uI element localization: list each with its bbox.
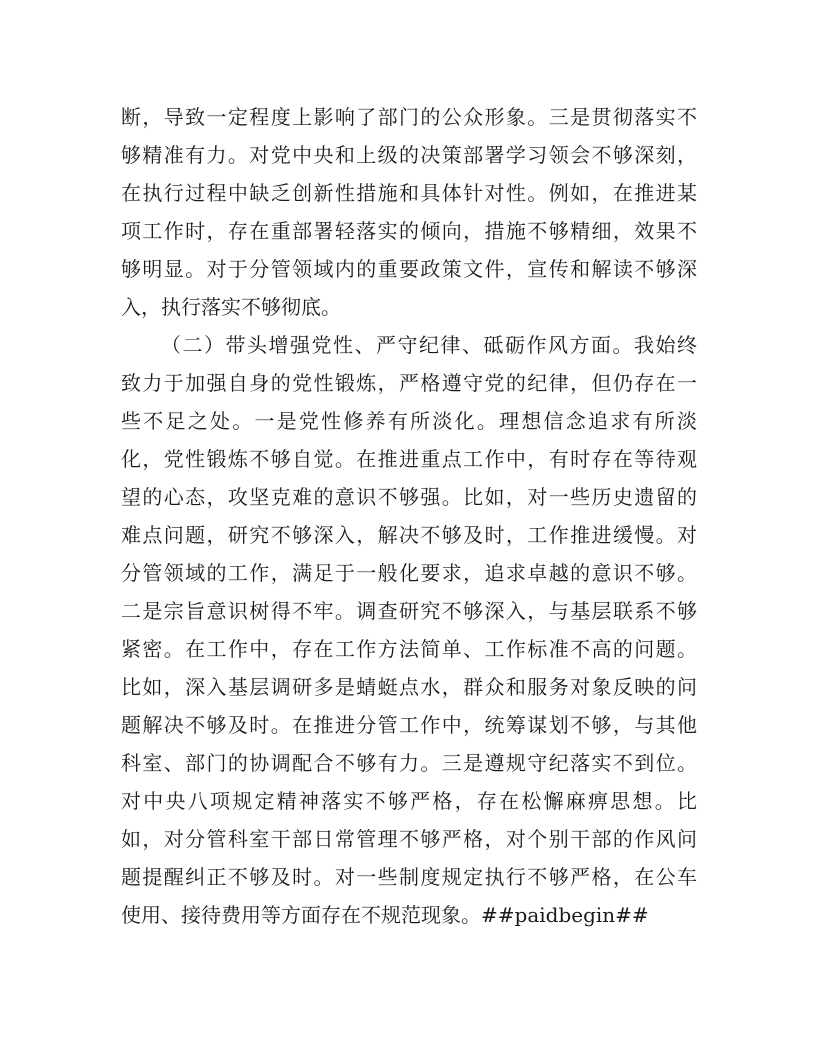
paragraph-2 [121,326,697,934]
text-line: 分管领域的工作，满足于一般化要求，追求卓越的意识不够。 [121,561,697,585]
text-line: 些不足之处。一是党性修养有所淡化。理想信念追求有所淡 [121,409,697,433]
text-line: 断，导致一定程度上影响了部门的公众形象。三是贯彻落实不 [121,105,697,129]
text-line: 够明显。对于分管领域内的重要政策文件，宣传和解读不够深 [121,257,697,281]
text-line: 科室、部门的协调配合不够有力。三是遵规守纪落实不到位。 [121,751,697,775]
text-line: 致力于加强自身的党性锻炼，严格遵守党的纪律，但仍存在一 [121,371,697,395]
text-line: 题提醒纠正不够及时。对一些制度规定执行不够严格，在公车 [121,865,697,889]
paragraph-1 [121,98,697,326]
text-line: 入，执行落实不够彻底。 [121,295,341,319]
document-body [121,98,697,934]
text-line: 在执行过程中缺乏创新性措施和具体针对性。例如，在推进某 [121,181,697,205]
text-line: 望的心态，攻坚克难的意识不够强。比如，对一些历史遗留的 [121,485,697,509]
text-line: 使用、接待费用等方面存在不规范现象。##paidbegin## [121,903,649,927]
text-line: 化，党性锻炼不够自觉。在推进重点工作中，有时存在等待观 [121,447,697,471]
text-line: 如，对分管科室干部日常管理不够严格，对个别干部的作风问 [121,827,697,851]
text-line: 二是宗旨意识树得不牢。调查研究不够深入，与基层联系不够 [121,599,697,623]
text-line: 对中央八项规定精神落实不够严格，存在松懈麻痹思想。比 [121,789,697,813]
text-line: 够精准有力。对党中央和上级的决策部署学习领会不够深刻， [121,143,697,167]
text-line: （二）带头增强党性、严守纪律、砥砺作风方面。我始终 [161,333,697,357]
text-line: 项工作时，存在重部署轻落实的倾向，措施不够精细，效果不 [121,219,697,243]
text-line: 题解决不够及时。在推进分管工作中，统筹谋划不够，与其他 [121,713,697,737]
text-line: 紧密。在工作中，存在工作方法简单、工作标准不高的问题。 [121,637,697,661]
text-line: 难点问题，研究不够深入，解决不够及时，工作推进缓慢。对 [121,523,697,547]
text-line: 比如，深入基层调研多是蜻蜓点水，群众和服务对象反映的问 [121,675,697,699]
